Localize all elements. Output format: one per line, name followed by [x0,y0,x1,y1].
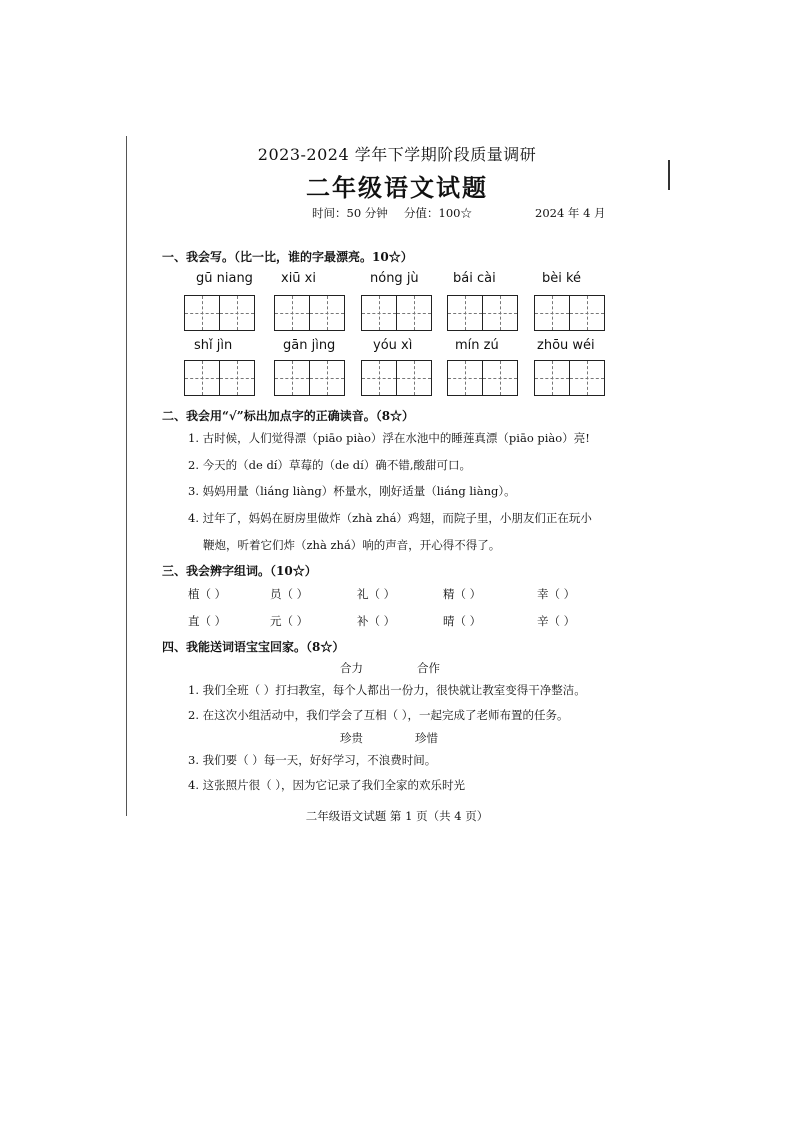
section1-heading: 一、我会写。（比一比，谁的字最漂亮。10☆） [162,250,413,264]
question-line: 2. 在这次小组活动中，我们学会了互相（ ），一起完成了老师布置的任务。 [188,708,569,722]
pinyin-9: mín zú [455,338,499,353]
question-line: 3. 我们要（ ）每一天，好好学习，不浪费时间。 [188,753,437,767]
question-line: 4. 过年了，妈妈在厨房里做炸（zhà zhá）鸡翅，而院子里，小朋友们正在玩小 [188,511,592,525]
writing-grid[interactable] [184,360,254,396]
writing-grid[interactable] [361,295,431,331]
writing-grid[interactable] [447,360,517,396]
section4-heading: 四、我能送词语宝宝回家。（8☆） [162,640,345,654]
section3-heading: 三、我会辨字组词。（10☆） [162,564,317,578]
pinyin-7: gān jìng [283,338,336,353]
pinyin-4: bái cài [453,271,496,286]
exam-date: 2024 年 4 月 [535,206,606,220]
exam-score: 分值：100☆ [404,206,472,220]
pinyin-1: gū niang [196,271,253,286]
word-pair-item[interactable]: 植（ ） [188,587,227,601]
question-line: 4. 这张照片很（ ），因为它记录了我们全家的欢乐时光 [188,778,466,792]
writing-grid[interactable] [184,295,254,331]
section2-heading: 二、我会用“√”标出加点字的正确读音。（8☆） [162,409,415,423]
subject-title: 二年级语文试题 [306,173,488,202]
word-option: 合力 [340,661,363,675]
writing-grid[interactable] [447,295,517,331]
pinyin-6: shǐ jìn [194,338,233,353]
question-line: 3. 妈妈用量（liáng liàng）杯量水，刚好适量（liáng liàng）。 [188,484,516,498]
exam-title: 2023-2024 学年下学期阶段质量调研 [257,145,537,164]
pinyin-2: xiū xi [281,271,316,286]
writing-grid[interactable] [274,295,344,331]
question-line: 1. 古时候，人们觉得漂（piāo piào）浮在水池中的睡莲真漂（piāo piào）亮! [188,431,590,445]
word-pair-item[interactable]: 幸（ ） [537,587,576,601]
word-pair-item[interactable]: 精（ ） [443,587,482,601]
page-footer: 二年级语文试题 第 1 页（共 4 页） [305,809,489,823]
word-option: 珍贵 [340,731,363,745]
margin-line [126,136,127,816]
word-pair-item[interactable]: 员（ ） [270,587,309,601]
pinyin-3: nóng jù [370,271,419,286]
word-pair-item[interactable]: 元（ ） [270,614,309,628]
writing-grid[interactable] [534,295,604,331]
word-pair-item[interactable]: 直（ ） [188,614,227,628]
writing-grid[interactable] [361,360,431,396]
question-line: 1. 我们全班（ ）打扫教室，每个人都出一份力，很快就让教室变得干净整洁。 [188,683,586,697]
word-pair-item[interactable]: 晴（ ） [443,614,482,628]
word-pair-item[interactable]: 补（ ） [357,614,396,628]
writing-grid[interactable] [274,360,344,396]
pinyin-8: yóu xì [373,338,413,353]
question-line: 鞭炮，听着它们炸（zhà zhá）响的声音，开心得不得了。 [203,538,501,552]
word-option: 珍惜 [415,731,438,745]
question-line: 2. 今天的（de dí）草莓的（de dí）确不错,酸甜可口。 [188,458,472,472]
word-pair-item[interactable]: 礼（ ） [357,587,396,601]
exam-time: 时间：50 分钟 [312,206,388,220]
pinyin-10: zhōu wéi [537,338,595,353]
writing-grid[interactable] [534,360,604,396]
pinyin-5: bèi ké [542,271,582,286]
word-pair-item[interactable]: 辛（ ） [537,614,576,628]
word-option: 合作 [417,661,440,675]
